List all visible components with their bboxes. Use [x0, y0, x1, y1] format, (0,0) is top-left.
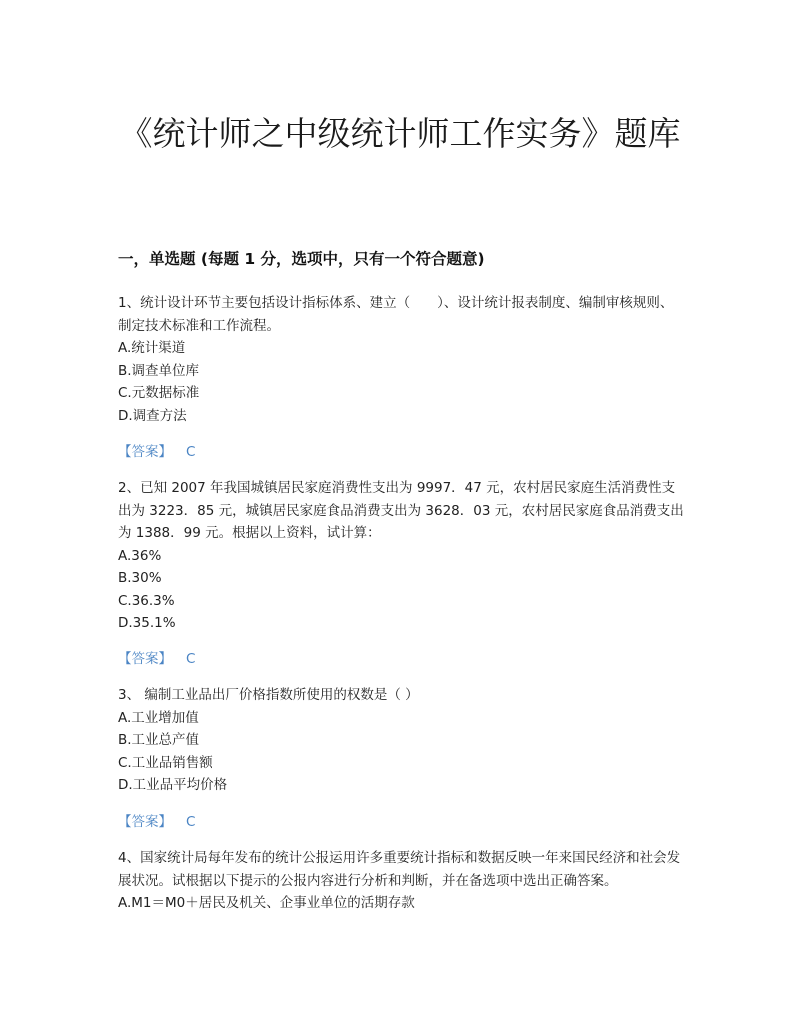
answer-value: C	[186, 814, 196, 830]
option-list	[118, 545, 686, 635]
question-1	[118, 292, 686, 427]
option-c: C.工业品销售额	[118, 754, 213, 771]
option-a: A.36%	[118, 547, 162, 564]
answer-3	[118, 811, 195, 834]
answer-label: 【答案】	[118, 444, 172, 460]
question-stem: 4、国家统计局每年发布的统计公报运用许多重要统计指标和数据反映一年来国民经济和社会发展状况。试根据以下提示的公报内容进行分析和判断，并在备选项中选出正确答案。	[118, 850, 681, 889]
option-c: C.元数据标准	[118, 385, 200, 401]
option-a: A.M1＝M0＋居民及机关、企事业单位的活期存款	[118, 895, 415, 911]
option-b: B.工业总产值	[118, 732, 200, 748]
answer-value: C	[186, 444, 196, 460]
option-b: B.30%	[118, 570, 162, 586]
option-list	[118, 337, 686, 427]
answer-label: 【答案】	[118, 814, 172, 830]
question-2	[118, 477, 686, 635]
option-c: C.36.3%	[118, 592, 175, 609]
answer-2	[118, 648, 195, 671]
option-list	[118, 892, 686, 915]
question-stem: 1、统计设计环节主要包括设计指标体系、建立（ ）、设计统计报表制度、编制审核规则、制定技术标准和工作流程。	[118, 295, 674, 334]
question-4	[118, 847, 686, 915]
section-heading: 一，单选题 (每题 1 分，选项中，只有一个符合题意)	[118, 250, 485, 268]
question-stem: 2、已知 2007 年我国城镇居民家庭消费性支出为 9997．47 元，农村居民家庭生活消费性支出为 3223．85 元，城镇居民家庭食品消费支出为 3628．03 元，农村居民家庭食品消费支出为 1388．99 元。根据以上资料，试计算：	[118, 480, 684, 541]
option-d: D.工业品平均价格	[118, 777, 228, 793]
question-stem: 3、 编制工业品出厂价格指数所使用的权数是（ ）	[118, 687, 419, 703]
answer-1	[118, 441, 195, 464]
option-d: D.35.1%	[118, 615, 176, 631]
option-a: A.统计渠道	[118, 340, 186, 356]
option-a: A.工业增加值	[118, 709, 199, 726]
option-list	[118, 707, 686, 797]
answer-label: 【答案】	[118, 651, 172, 667]
answer-value: C	[186, 651, 196, 667]
question-3	[118, 684, 686, 797]
document-title: 《统计师之中级统计师工作实务》题库	[119, 114, 681, 153]
option-b: B.调查单位库	[118, 362, 200, 379]
option-d: D.调查方法	[118, 407, 187, 424]
